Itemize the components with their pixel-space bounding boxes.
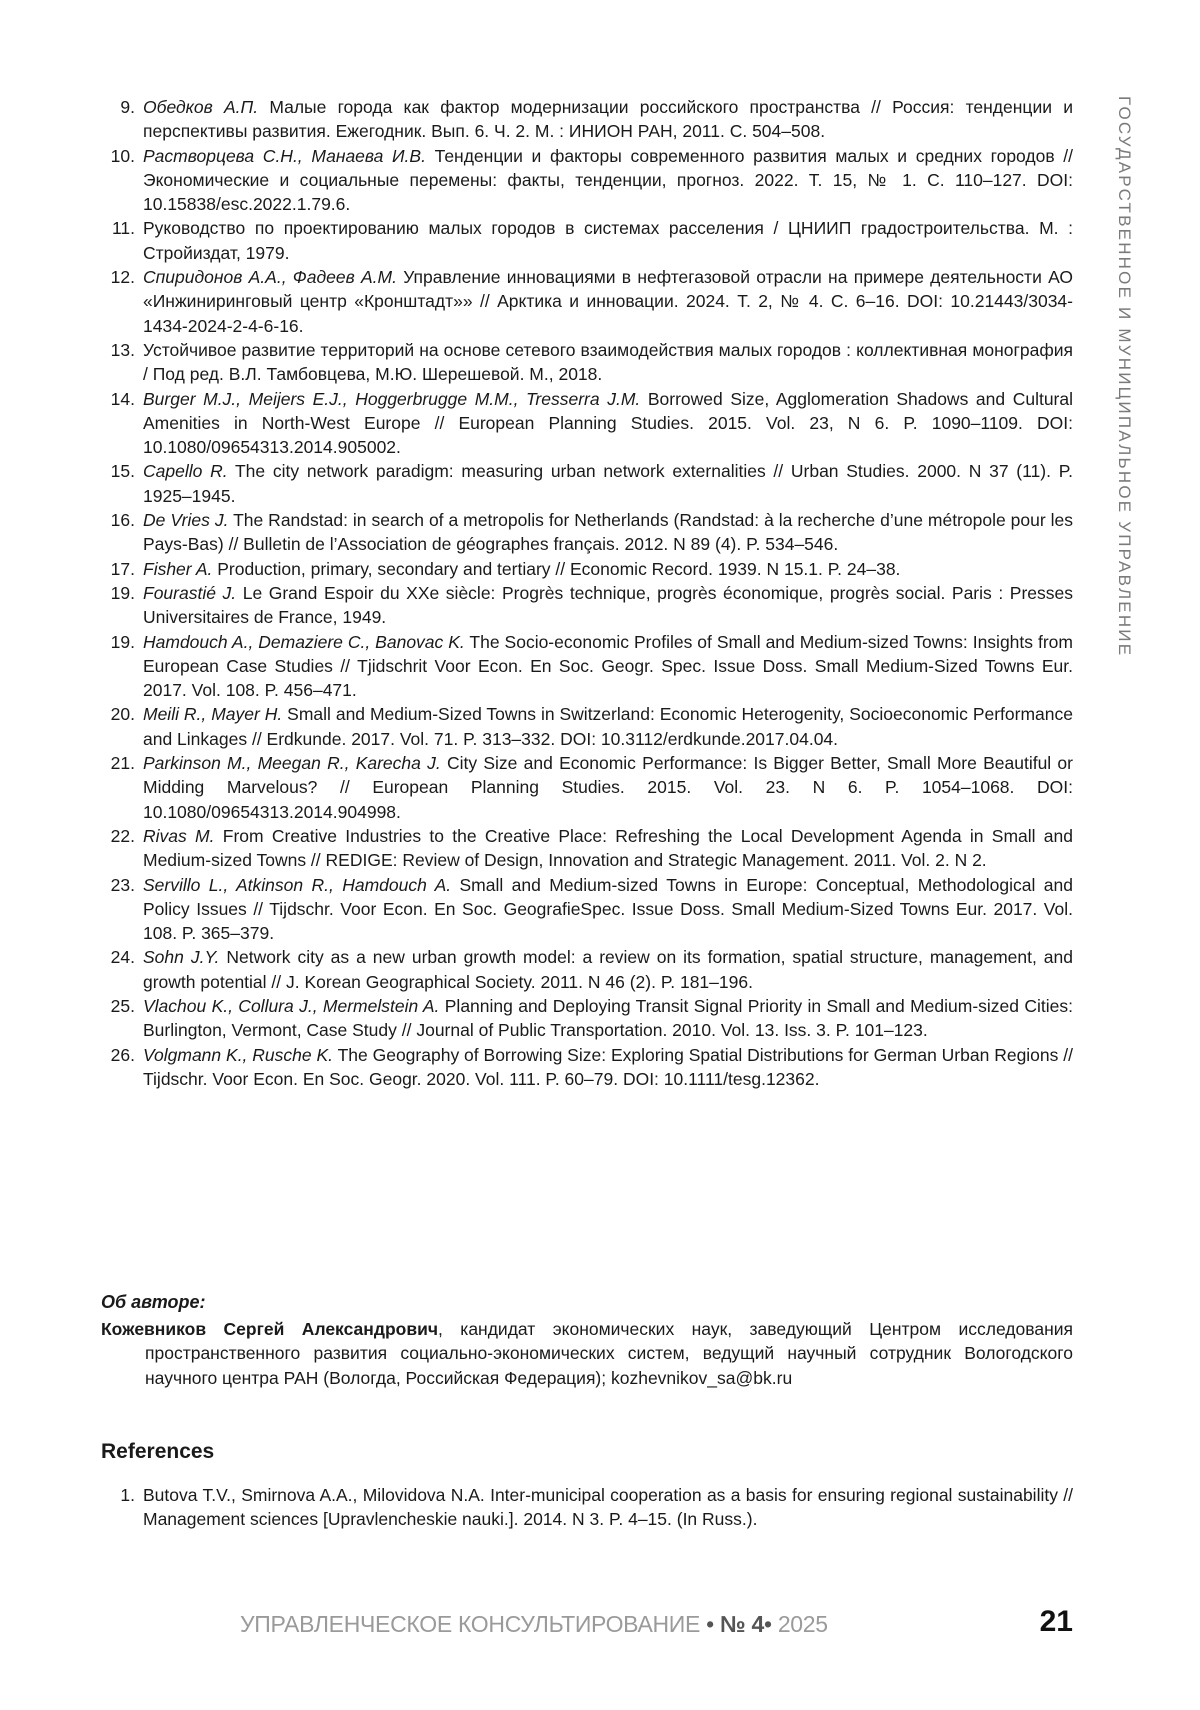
- reference-item: [101, 216, 1073, 265]
- reference-text: Borrowed Size, Agglomeration Shadows and Cultural Amenities in North-West Europe // European Planning Studies. 2015. Vol. 23, N 6. P. 1090–1109. DOI: 10.1080/09654313.2014.905002.: [143, 389, 1073, 458]
- issue-number: № 4: [720, 1611, 764, 1637]
- reference-text: Butova T.V., Smirnova A.A., Milovidova N.A. Inter-municipal cooperation as a basis for ensuring regional sustainability // Management sciences [Upravlencheskie nauki.]. 2014. N 3. P. 4–15. (In Russ.).: [143, 1485, 1073, 1529]
- reference-number: 19.: [101, 630, 135, 654]
- issue-year: 2025: [778, 1611, 828, 1637]
- reference-number: 13.: [101, 338, 135, 362]
- reference-item: [101, 508, 1073, 557]
- reference-authors: Fisher A.: [143, 559, 212, 579]
- reference-text: Small and Medium-sized Towns in Europe: Conceptual, Methodological and Policy Issues // Tijdschr. Voor Econ. En Soc. GeografieSpec. Issue Doss. Small Medium-Sized Towns Eur. 2017. Vol. 108. P. 365–379.: [143, 875, 1073, 944]
- reference-text: Управление инновациями в нефтегазовой отрасли на примере деятельности АО «Инжиниринговый центр «Кронштадт»» // Арктика и инновации. 2024. Т. 2, № 4. С. 6–16. DOI: 10.21443/3034-1434-2024-2-4-6-16.: [143, 267, 1073, 336]
- reference-number: 16.: [101, 508, 135, 532]
- reference-text: Production, primary, secondary and tertiary // Economic Record. 1939. N 15.1. P. 24–38.: [212, 559, 900, 579]
- reference-item: [101, 751, 1073, 824]
- reference-list-ru: [101, 95, 1073, 1091]
- reference-number: 21.: [101, 751, 135, 775]
- reference-authors: Растворцева С.Н., Манаева И.В.: [143, 146, 426, 166]
- reference-text: Network city as a new urban growth model: a review on its formation, spatial structure, management, and growth potential // J. Korean Geographical Society. 2011. N 46 (2). P. 181–196.: [143, 947, 1073, 991]
- journal-title: [240, 1611, 828, 1638]
- reference-item: [101, 144, 1073, 217]
- reference-authors: Спиридонов А.А., Фадеев А.М.: [143, 267, 397, 287]
- reference-number: 1.: [101, 1483, 135, 1507]
- author-description: , кандидат экономических наук, заведующий Центром исследования пространственного развития социально-экономических систем, ведущий научный сотрудник Вологодского научного центра РАН (Вологда, Российская Федерация); kozhevnikov_sa@bk.ru: [145, 1319, 1073, 1388]
- journal-name-text: УПРАВЛЕНЧЕСКОЕ КОНСУЛЬТИРОВАНИЕ: [240, 1611, 700, 1637]
- author-name: Кожевников Сергей Александрович: [101, 1319, 438, 1339]
- reference-item: [101, 387, 1073, 460]
- reference-item: [101, 1043, 1073, 1092]
- reference-authors: Meili R., Mayer H.: [143, 704, 282, 724]
- reference-text: City Size and Economic Performance: Is Bigger Better, Small More Beautiful or Midding Marvelous? // European Planning Studies. 2015. Vol. 23. N 6. P. 1054–1068. DOI: 10.1080/09654313.2014.904998.: [143, 753, 1073, 822]
- reference-item: [101, 1483, 1073, 1532]
- reference-text: Planning and Deploying Transit Signal Priority in Small and Medium-sized Cities: Burlington, Vermont, Case Study // Journal of Public Transportation. 2010. Vol. 13. Iss. 3. P. 101–123.: [143, 996, 1073, 1040]
- reference-number: 15.: [101, 459, 135, 483]
- reference-text: Малые города как фактор модернизации российского пространства // Россия: тенденции и перспективы развития. Ежегодник. Вып. 6. Ч. 2. М. : ИНИОН РАН, 2011. С. 504–508.: [143, 97, 1073, 141]
- reference-item: [101, 95, 1073, 144]
- reference-text: Устойчивое развитие территорий на основе сетевого взаимодействия малых городов : коллективная монография / Под ред. В.Л. Тамбовцева, М.Ю. Шерешевой. М., 2018.: [143, 340, 1073, 384]
- reference-authors: Rivas M.: [143, 826, 214, 846]
- reference-number: 25.: [101, 994, 135, 1018]
- reference-item: [101, 459, 1073, 508]
- reference-text: The Randstad: in search of a metropolis for Netherlands (Randstad: à la recherche d’une métropole pour les Pays-Bas) // Bulletin de l’Association de géographes français. 2012. N 89 (4). P. 534–546.: [143, 510, 1073, 554]
- reference-item: [101, 945, 1073, 994]
- reference-number: 26.: [101, 1043, 135, 1067]
- reference-text: Le Grand Espoir du XXe siècle: Progrès technique, progrès économique, progrès social. Paris : Presses Universitaires de France, 1949.: [143, 583, 1073, 627]
- reference-authors: Parkinson M., Meegan R., Karecha J.: [143, 753, 441, 773]
- reference-number: 10.: [101, 144, 135, 168]
- reference-authors: Hamdouch A., Demaziere C., Banovac K.: [143, 632, 465, 652]
- reference-item: [101, 702, 1073, 751]
- reference-number: 12.: [101, 265, 135, 289]
- reference-number: 11.: [101, 216, 135, 240]
- footer-separator: •: [706, 1611, 714, 1637]
- reference-text: The Socio-economic Profiles of Small and Medium-sized Towns: Insights from European Case Studies // Tjidschrit Voor Econ. En Soc. Geogr. Spec. Issue Doss. Small Medium-Sized Towns Eur. 2017. Vol. 108. P. 456–471.: [143, 632, 1073, 701]
- page-footer: [240, 1605, 1073, 1645]
- reference-item: [101, 557, 1073, 581]
- reference-authors: Sohn J.Y.: [143, 947, 219, 967]
- reference-number: 17.: [101, 557, 135, 581]
- reference-text: Тенденции и факторы современного развития малых и средних городов // Экономические и социальные перемены: факты, тенденции, прогноз. 2022. Т. 15, № 1. С. 110–127. DOI: 10.15838/esc.2022.1.79.6.: [143, 146, 1073, 215]
- reference-item: [101, 265, 1073, 338]
- reference-item: [101, 824, 1073, 873]
- reference-item: [101, 338, 1073, 387]
- reference-text: From Creative Industries to the Creative Place: Refreshing the Local Development Agenda in Small and Medium-sized Towns // REDIGE: Review of Design, Innovation and Strategic Management. 2011. Vol. 2. N 2.: [143, 826, 1073, 870]
- reference-number: 24.: [101, 945, 135, 969]
- reference-authors: Обедков А.П.: [143, 97, 258, 117]
- reference-number: 20.: [101, 702, 135, 726]
- reference-item: [101, 994, 1073, 1043]
- reference-authors: Vlachou K., Collura J., Mermelstein A.: [143, 996, 439, 1016]
- reference-text: The city network paradigm: measuring urban network externalities // Urban Studies. 2000. N 37 (11). P. 1925–1945.: [143, 461, 1073, 505]
- reference-text: Small and Medium-Sized Towns in Switzerland: Economic Heterogenity, Socioeconomic Performance and Linkages // Erdkunde. 2017. Vol. 71. P. 313–332. DOI: 10.3112/erdkunde.2017.04.04.: [143, 704, 1073, 748]
- references-heading: References: [101, 1440, 214, 1464]
- reference-list-en: [101, 1483, 1073, 1532]
- reference-text: Руководство по проектированию малых городов в системах расселения / ЦНИИП градостроительства. М. : Стройиздат, 1979.: [143, 218, 1073, 262]
- reference-item: [101, 630, 1073, 703]
- reference-authors: Volgmann K., Rusche K.: [143, 1045, 333, 1065]
- reference-authors: Fourastié J.: [143, 583, 236, 603]
- reference-item: [101, 873, 1073, 946]
- reference-authors: Capello R.: [143, 461, 228, 481]
- reference-number: 9.: [101, 95, 135, 119]
- reference-number: 19.: [101, 581, 135, 605]
- about-author-heading: Об авторе:: [101, 1292, 206, 1313]
- section-side-label: ГОСУДАРСТВЕННОЕ И МУНИЦИПАЛЬНОЕ УПРАВЛЕНИЕ: [1114, 96, 1134, 657]
- reference-number: 22.: [101, 824, 135, 848]
- page-number: 21: [1040, 1605, 1073, 1639]
- reference-number: 14.: [101, 387, 135, 411]
- about-author-body: [101, 1317, 1073, 1390]
- reference-item: [101, 581, 1073, 630]
- reference-authors: Servillo L., Atkinson R., Hamdouch A.: [143, 875, 451, 895]
- reference-authors: Burger M.J., Meijers E.J., Hoggerbrugge M.M., Tresserra J.M.: [143, 389, 640, 409]
- footer-separator: •: [764, 1611, 772, 1637]
- reference-authors: De Vries J.: [143, 510, 228, 530]
- reference-text: The Geography of Borrowing Size: Exploring Spatial Distributions for German Urban Regions // Tijdschr. Voor Econ. En Soc. Geogr. 2020. Vol. 111. P. 60–79. DOI: 10.1111/tesg.12362.: [143, 1045, 1073, 1089]
- reference-number: 23.: [101, 873, 135, 897]
